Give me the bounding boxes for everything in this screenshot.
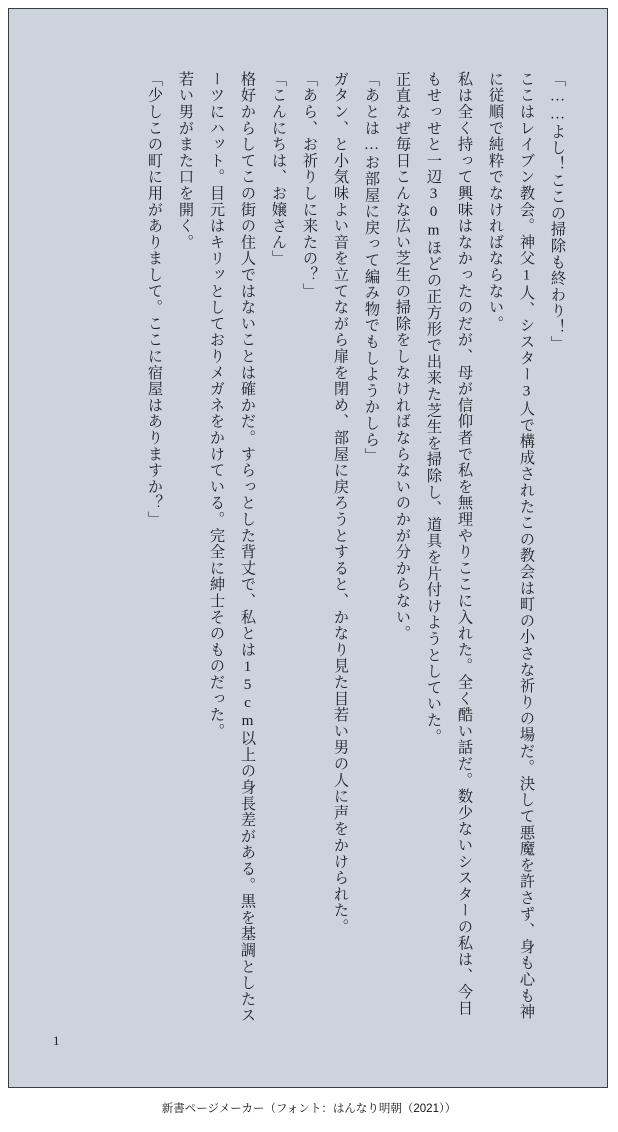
paragraph-9: 若い男がまた口を開く。 xyxy=(177,71,194,251)
page-number: 1 xyxy=(53,1033,60,1048)
paragraph-10: 「少しこの町に用がありまして。ここに宿屋はありますか？」 xyxy=(146,71,163,528)
paragraph-6: 「あら、お祈りしに来たの？」 xyxy=(301,71,318,300)
paragraph-11: 「あとは…お部屋に戻って編み物でもしようかしら」 xyxy=(363,71,380,464)
paragraph-1: 「……よし！ここの掃除も終わり！」 xyxy=(549,71,566,352)
novel-page xyxy=(8,8,608,1088)
paragraph-2: ここはレイブン教会。神父1人、シスター3人で構成されたこの教会は町の小さな祈りの場だ。決して悪魔を許さず、身も心も神に従順で純粋でなければならない。 xyxy=(487,71,535,1020)
paragraph-8: 格好からしてこの街の住人ではないことは確かだ。すらっとした背丈で、私とは15cm以上の身長差がある。黒を基調としたスーツにハット。目元はキリッとしておりメガネをかけている。完全に紳士そのものだった。 xyxy=(208,71,256,1024)
paragraph-7: 「こんにちは、お嬢さん」 xyxy=(270,71,287,267)
page-caption: 新書ページメーカー（フォント：はんなり明朝（2021）） xyxy=(161,1103,457,1115)
paragraph-3: 私は全く持って興味はなかったのだが、母が信仰者で私を無理やりここに入れた。全く酷い話だ。数少ないシスターの私は、今日もせっせと一辺30mほどの正方形で出来た芝生を掃除し、道具を片付けようとしていた。 xyxy=(425,71,473,1017)
paragraph-4: 正直なぜ毎日こんな広い芝生の掃除をしなければならないのかが分からない。 xyxy=(394,71,411,642)
paragraph-5: ガタン、と小気味よい音を立てながら扉を閉め、部屋に戻ろうとすると、かなり見た目若い男の人に声をかけられた。 xyxy=(332,71,349,935)
vertical-text-body xyxy=(9,9,607,1087)
